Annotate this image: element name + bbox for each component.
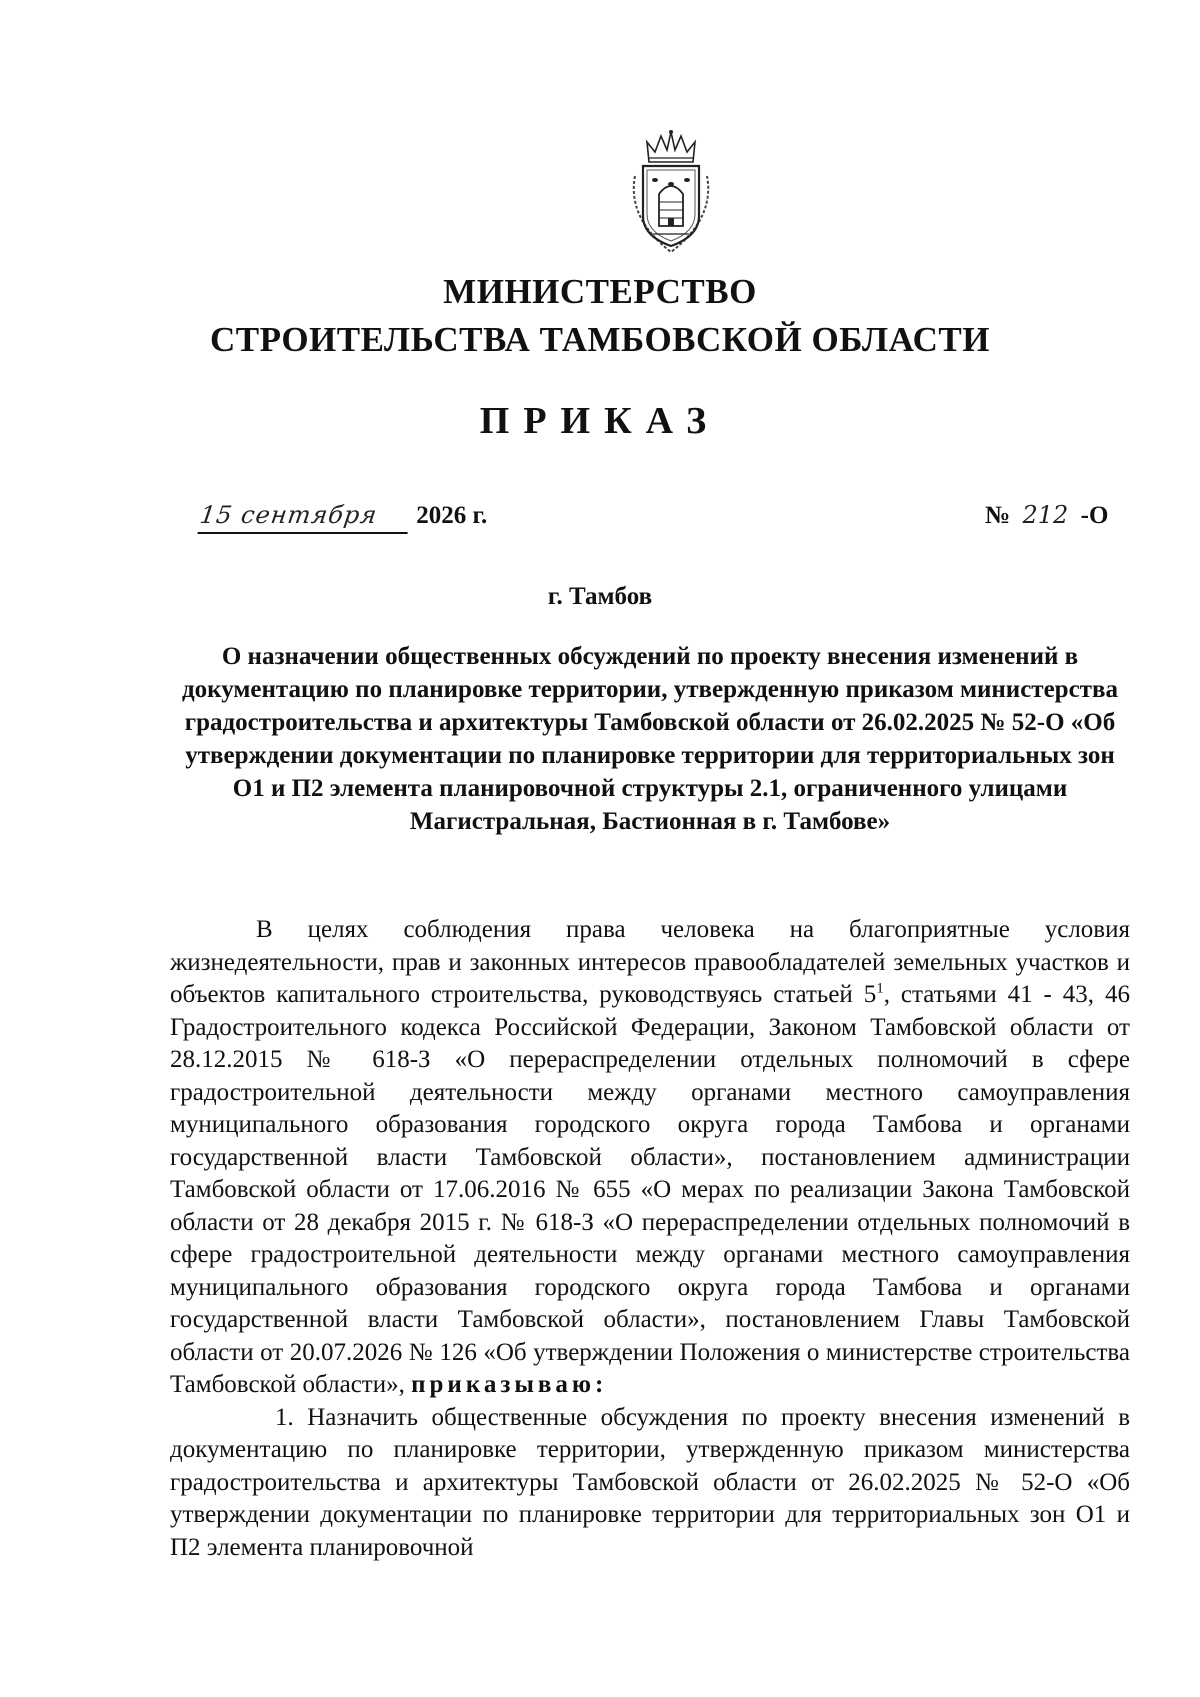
preamble-text-part1: В целях соблюдения права человека на благоприятные условия жизнедеятельности, прав и законных интересов правообладателей земельных участков и объектов капитального строительства, руководствуясь статьей 5 xyxy=(170,916,1130,1008)
order-number xyxy=(985,498,1108,533)
order-body xyxy=(170,914,1130,1564)
ministry-name-line2: СТРОИТЕЛЬСТВА ТАМБОВСКОЙ ОБЛАСТИ xyxy=(210,320,990,359)
article-superscript: 1 xyxy=(876,980,884,997)
preamble-paragraph xyxy=(170,914,1130,1402)
coat-of-arms-emblem xyxy=(625,128,717,258)
handwritten-number: 212 xyxy=(1022,501,1069,529)
order-subject: О назначении общественных обсуждений по проекту внесения изменений в документацию по планировке территории, утвержденную приказом министерства градостроительства и архитектуры Тамбовской области от 26.02.2025 № 52-О «Об утверждении документации по планировке территории для территориальных зон О1 и П2 элемента планировочной структуры 2.1, ограниченного улицами Магистральная, Бастионная в г. Тамбове» xyxy=(182,643,1118,835)
date-year: 2026 г. xyxy=(416,502,488,529)
ministry-name-line1: МИНИСТЕРСТВО xyxy=(443,272,757,311)
document-type-title: ПРИКАЗ xyxy=(479,400,721,442)
handwritten-date: 15 сентября xyxy=(197,498,412,534)
order-command: приказываю: xyxy=(411,1371,608,1398)
city-line: г. Тамбов xyxy=(547,583,653,610)
preamble-text-part2: , статьями 41 - 43, 46 Градостроительного кодекса Российской Федерации, Законом Тамбовской области от 28.12.2015 № 618-З «О перераспределении отдельных полномочий в сфере градостроительной деятельности между органами местного самоуправления муниципального образования городского округа города Тамбова и органами государственной власти Тамбовской области», постановлением администрации Тамбовской области от 17.06.2016 № 655 «О мерах по реализации Закона Тамбовской области от 28 декабря 2015 г. № 618-З «О перераспределении отдельных полномочий в сфере градостроительной деятельности между органами местного самоуправления муниципального образования городского округа города Тамбова и органами государственной власти Тамбовской области», постановлением Главы Тамбовской области от 20.07.2026 № 126 «Об утверждении Положения о министерстве строительства Тамбовской области», xyxy=(170,981,1130,1398)
order-item-1: 1. Назначить общественные обсуждения по проекту внесения изменений в документацию по планировке территории, утвержденную приказом министерства градостроительства и архитектуры Тамбовской области от 26.02.2025 № 52-О «Об утверждении документации по планировке территории для территориальных зон О1 и П2 элемента планировочной xyxy=(170,1403,1130,1561)
order-date xyxy=(200,498,487,534)
number-prefix: № xyxy=(985,502,1011,529)
number-suffix: -О xyxy=(1080,502,1109,529)
